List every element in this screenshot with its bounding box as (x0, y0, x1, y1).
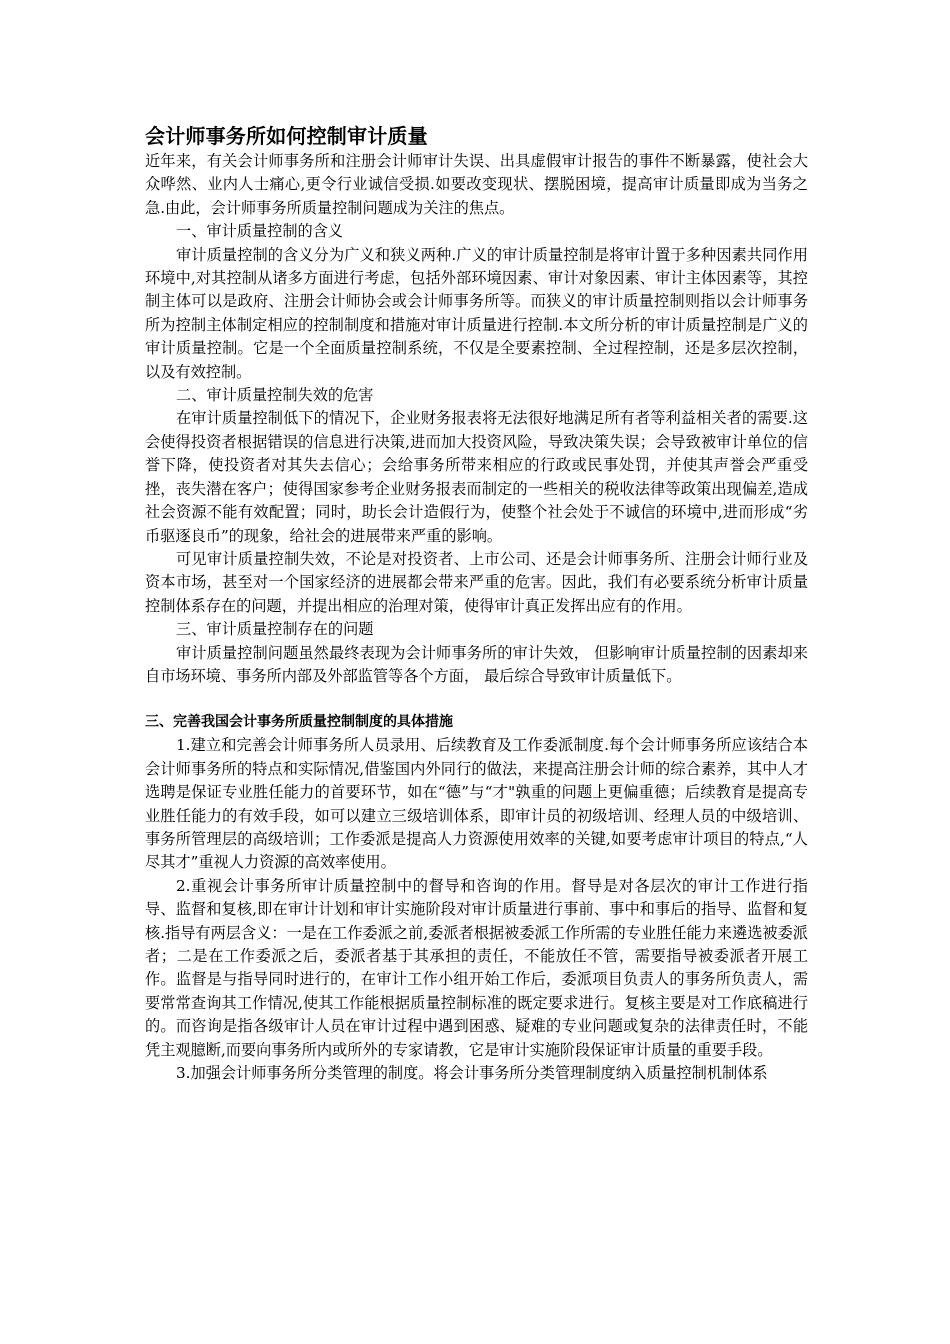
measure-3-paragraph: 3.加强会计师事务所分类管理的制度。将会计事务所分类管理制度纳入质量控制机制体系 (176, 1064, 768, 1083)
document-title: 会计师事务所如何控制审计质量 (145, 124, 428, 148)
section-4-heading: 三、完善我国会计事务所质量控制制度的具体措施 (145, 714, 453, 731)
intro-paragraph: 近年来，有关会计师事务所和注册会计师审计失误、出具虚假审计报告的事件不断暴露，使社会大众哗然、业内人士痛心,更令行业诚信受损.如要改变现状、摆脱困境，提高审计质量即成为当务之急.由此，会计师事务所质量控制问题成为关注的焦点。 (145, 152, 808, 217)
section-3-heading: 三、审计质量控制存在的问题 (176, 620, 374, 639)
section-2-paragraph-2: 可见审计质量控制失效，不论是对投资者、上市公司、还是会计师事务所、注册会计师行业及资本市场，甚至对一个国家经济的进展都会带来严重的危害。因此，我们有必要系统分析审计质量控制体系存在的问题，并提出相应的治理对策，使得审计真正发挥出应有的作用。 (145, 549, 808, 615)
measure-2-paragraph: 2.重视会计事务所审计质量控制中的督导和咨询的作用。督导是对各层次的审计工作进行指导、监督和复核,即在审计计划和审计实施阶段对审计质量进行事前、事中和事后的指导、监督和复核.指导有两层含义：一是在工作委派之前,委派者根据被委派工作所需的专业胜任能力来遴选被委派者；二是在工作委派之后，委派者基于其承担的责任，不能放任不管，需要指导被委派者开展工作。监督是与指导同时进行的，在审计工作小组开始工作后，委派项目负责人的事务所负责人，需要常常查询其工作情况,使其工作能根据质量控制标准的既定要求进行。复核主要是对工作底稿进行的。而咨询是指各级审计人员在审计过程中遇到困惑、疑难的专业问题或复杂的法律责任时，不能凭主观臆断,而要向事务所内或所外的专家请教，它是审计实施阶段保证审计质量的重要手段。 (145, 876, 808, 1059)
document-page (145, 122, 808, 1085)
section-3-paragraph: 审计质量控制问题虽然最终表现为会计师事务所的审计失效， 但影响审计质量控制的因素却来自市场环境、事务所内部及外部监管等各个方面， 最后综合导致审计质量低下。 (145, 643, 808, 685)
section-1-heading: 一、审计质量控制的含义 (176, 222, 344, 241)
section-2-heading: 二、审计质量控制失效的危害 (176, 386, 374, 405)
measure-1-paragraph: 1.建立和完善会计师事务所人员录用、后续教育及工作委派制度.每个会计师事务所应该结合本会计师事务所的特点和实际情况,借鉴国内外同行的做法，来提高注册会计师的综合素养，其中人才选聘是保证专业胜任能力的首要环节，如在“德”与“才"孰重的问题上更偏重德；后续教育是提高专业胜任能力的有效手段，如可以建立三级培训体系，即审计员的初级培训、经理人员的中级培训、事务所管理层的高级培训；工作委派是提高人力资源使用效率的关键,如要考虑审计项目的特点,“人尽其才”重视人力资源的高效率使用。 (145, 736, 808, 872)
section-2-paragraph-1: 在审计质量控制低下的情况下，企业财务报表将无法很好地满足所有者等利益相关者的需要.这会使得投资者根据错误的信息进行决策,进而加大投资风险，导致决策失误；会导致被审计单位的信誉下降，使投资者对其失去信心；会给事务所带来相应的行政或民事处罚，并使其声誉会严重受挫，丧失潜在客户；使得国家参考企业财务报表而制定的一些相关的税收法律等政策出现偏差,造成社会资源不能有效配置；同时，助长会计造假行为，使整个社会处于不诚信的环境中,进而形成“劣币驱逐良币”的现象，给社会的进展带来严重的影响。 (145, 409, 808, 545)
section-1-paragraph: 审计质量控制的含义分为广义和狭义两种.广义的审计质量控制是将审计置于多种因素共同作用环境中,对其控制从诸多方面进行考虑，包括外部环境因素、审计对象因素、审计主体因素等，其控制主体可以是政府、注册会计师协会或会计师事务所等。而狭义的审计质量控制则指以会计师事务所为控制主体制定相应的控制制度和措施对审计质量进行控制.本文所分析的审计质量控制是广义的审计质量控制。它是一个全面质量控制系统，不仅是全要素控制、全过程控制，还是多层次控制，以及有效控制。 (145, 245, 808, 381)
